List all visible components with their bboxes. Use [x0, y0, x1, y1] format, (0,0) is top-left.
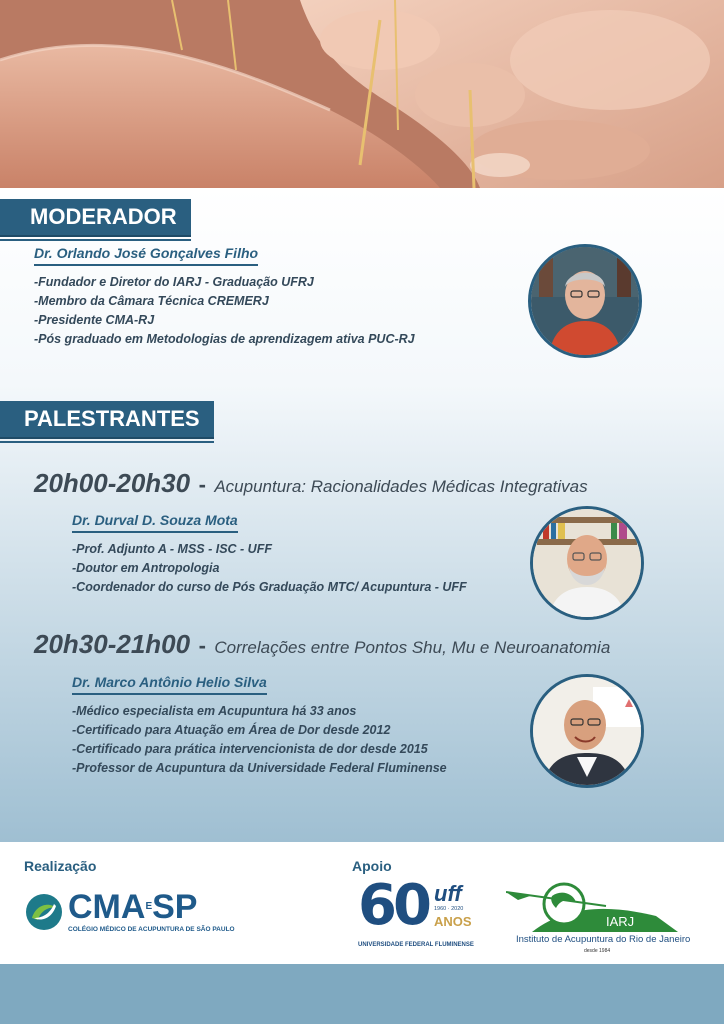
- talk-1-header: [34, 468, 588, 499]
- speaker-name: Dr. Durval D. Souza Mota: [72, 512, 238, 533]
- speaker-portrait: [530, 506, 644, 620]
- cma-symbol-icon: [24, 892, 64, 932]
- moderator-name: Dr. Orlando José Gonçalves Filho: [34, 245, 258, 266]
- speakers-section-title: PALESTRANTES: [0, 401, 214, 437]
- iarj-symbol-icon: [506, 876, 686, 936]
- uff-anos: ANOS: [434, 914, 472, 929]
- cma-name-right: SP: [152, 888, 198, 926]
- speaker-bullets: [72, 702, 447, 778]
- moderator-bullets: [34, 273, 415, 349]
- iarj-abbr: IARJ: [606, 914, 635, 929]
- hero-illustration: [0, 0, 724, 188]
- uff-number: 60: [358, 873, 428, 938]
- uff-brand: uff: [434, 881, 462, 906]
- uff-university: UNIVERSIDADE FEDERAL FLUMINENSE: [358, 942, 474, 948]
- list-item: -Certificado para prática intervencionista de dor desde 2015: [72, 742, 428, 756]
- moderator-portrait: [528, 244, 642, 358]
- cma-subtitle: COLÉGIO MÉDICO DE ACUPUNTURA DE SÃO PAULO: [68, 926, 235, 933]
- bottom-band: [0, 964, 724, 1024]
- list-item: -Médico especialista em Acupuntura há 33 anos: [72, 704, 357, 718]
- list-item: -Certificado para Atuação em Área de Dor desde 2012: [72, 723, 391, 737]
- cma-sp-logo: [24, 888, 254, 936]
- speaker-name: Dr. Marco Antônio Helio Silva: [72, 674, 267, 695]
- cma-name-left: CMA: [68, 888, 146, 926]
- speaker-bullets: [72, 540, 467, 597]
- iarj-logo: [506, 876, 691, 960]
- talk-topic: Acupuntura: Racionalidades Médicas Integrativas: [214, 477, 588, 496]
- realizacao-label: Realização: [24, 858, 97, 874]
- list-item: -Professor de Acupuntura da Universidade Federal Fluminense: [72, 761, 447, 775]
- list-item: -Coordenador do curso de Pós Graduação MTC/ Acupuntura - UFF: [72, 580, 467, 594]
- talk-time: 20h30-21h00: [34, 629, 191, 659]
- moderator-section-title: MODERADOR: [0, 199, 191, 235]
- talk-dash: -: [198, 472, 206, 497]
- cma-name-small: E: [145, 901, 153, 912]
- iarj-name: Instituto de Acupuntura do Rio de Janeiro: [516, 934, 691, 945]
- talk-topic: Correlações entre Pontos Shu, Mu e Neuroanatomia: [214, 638, 611, 657]
- iarj-since: desde 1984: [584, 948, 611, 954]
- list-item: -Fundador e Diretor do IARJ - Graduação UFRJ: [34, 275, 314, 289]
- list-item: -Prof. Adjunto A - MSS - ISC - UFF: [72, 542, 272, 556]
- list-item: -Presidente CMA-RJ: [34, 313, 155, 327]
- uff-60-anos-logo: [358, 873, 482, 952]
- talk-dash: -: [198, 633, 206, 658]
- talk-2-header: [34, 629, 610, 660]
- list-item: -Pós graduado em Metodologias de aprendizagem ativa PUC-RJ: [34, 332, 415, 346]
- speaker-portrait: [530, 674, 644, 788]
- hero-photo-acupuncture: [0, 0, 724, 188]
- list-item: -Doutor em Antropologia: [72, 561, 220, 575]
- talk-time: 20h00-20h30: [34, 468, 191, 498]
- apoio-label: Apoio: [352, 858, 392, 874]
- uff-years: 1960 · 2020: [434, 906, 464, 912]
- list-item: -Membro da Câmara Técnica CREMERJ: [34, 294, 269, 308]
